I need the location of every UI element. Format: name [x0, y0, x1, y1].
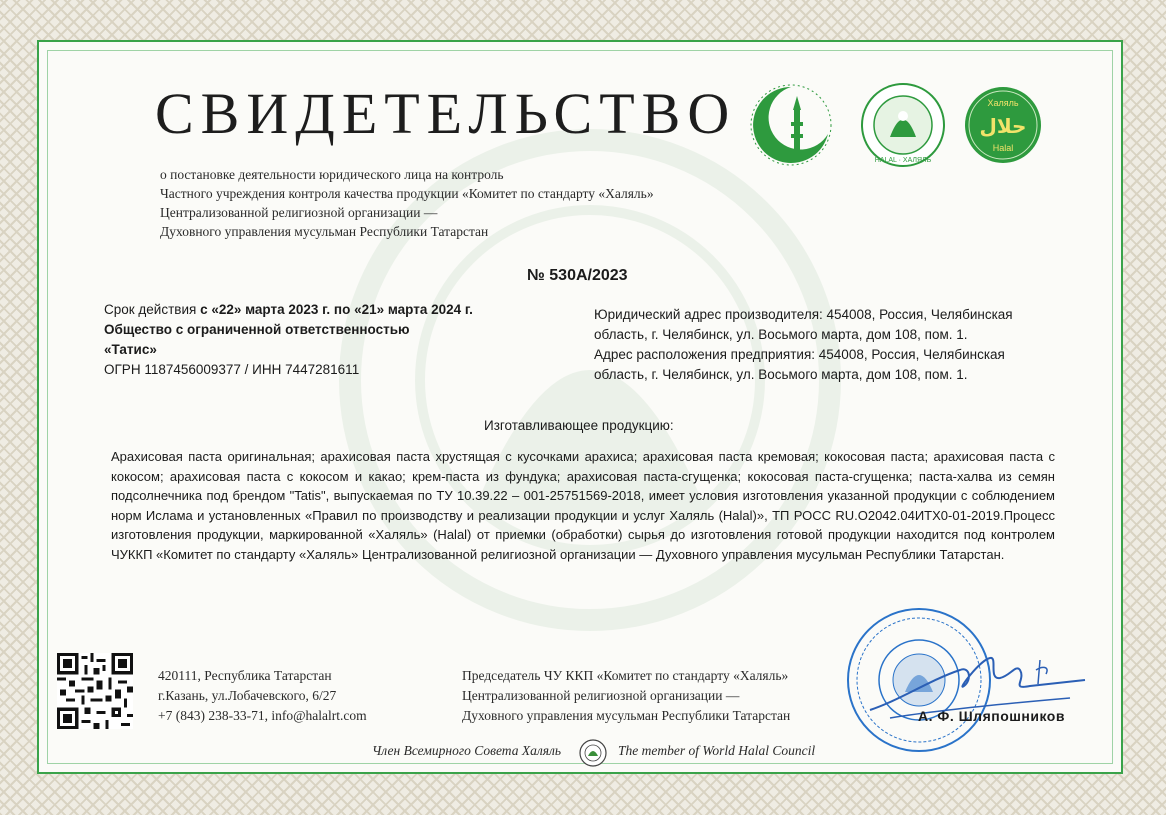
products-description: Арахисовая паста оригинальная; арахисовая паста хрустящая с кусочками арахиса; арахисовая паста кремовая; кокосовая паста; арахисовая паста с кокосом; арахисовая паста с кокосом и какао; крем-паста из фундука; арахисовая паста-сгущенка; кокосовая паста-сгущенка; паста-халва из семян подсолнечника под брендом "Tatis", выпускаемая по ТУ 10.39.22 – 001-25751569-2018, имеет условия изготовления указанной продукции с соблюдением норм Ислама и установленных «Правил по производству и реализации продукции и услуг Халяль (Halal)», ТП РОСС RU.О2042.04ИТХ0-01-2019.Процесс изготовления продукции, маркированной «Халяль» (Halal) от приемки (обработки) сырья до изготовления готовой продукции находится под контролем ЧУККП «Комитет по стандарту «Халяль» Централизованной религиозной организации — Духовного управления мусульман Республики Татарстан. — [111, 449, 1055, 562]
subtitle-line: Духовного управления мусульман Республики Татарстан — [160, 224, 489, 239]
halal-committee-seal-logo — [860, 82, 946, 168]
chairman-line: Централизованной религиозной организации — — [462, 688, 740, 703]
contact-phone-email[interactable]: +7 (843) 238-33-71, info@halalrt.com — [158, 708, 367, 723]
halal-logo-ru: Халяль — [987, 98, 1019, 108]
site-address-line2: область, г. Челябинск, ул. Восьмого марта, дом 108, пом. 1. — [594, 367, 968, 382]
certificate-number: № 530А/2023 — [527, 267, 628, 284]
subtitle-line: Частного учреждения контроля качества продукции «Комитет по стандарту «Халяль» — [160, 186, 654, 201]
validity-line — [104, 300, 473, 320]
contact-address: 420111, Республика Татарстан — [158, 668, 332, 683]
subtitle-line: Централизованной религиозной организации — — [160, 205, 438, 220]
validity-dates: с «22» марта 2023 г. по «21» марта 2024 г. — [200, 302, 473, 317]
qr-code[interactable] — [57, 653, 133, 729]
contact-street: г.Казань, ул.Лобачевского, 6/27 — [158, 688, 337, 703]
subtitle-line: о постановке деятельности юридического лица на контроль — [160, 167, 504, 182]
legal-address-line1: Юридический адрес производителя: 454008, Россия, Челябинская — [594, 307, 1013, 322]
halal-logo-en: Halal — [992, 143, 1014, 153]
chairman-name: А. Ф. Шляпошников — [918, 708, 1065, 724]
halal-green-logo — [963, 85, 1043, 165]
contacts-block — [158, 666, 367, 726]
products-heading: Изготавливающее продукцию: — [484, 418, 674, 433]
company-addresses — [594, 305, 1064, 385]
company-name-line2: «Татис» — [104, 342, 157, 357]
chairman-line: Председатель ЧУ ККП «Комитет по стандарту «Халяль» — [462, 668, 789, 683]
member-text-en: The member of World Halal Council — [618, 743, 816, 758]
validity-prefix: Срок действия — [104, 302, 201, 317]
certificate-title: СВИДЕТЕЛЬСТВО — [155, 81, 737, 146]
legal-address-line2: область, г. Челябинск, ул. Восьмого марта, дом 108, пом. 1. — [594, 327, 968, 342]
crescent-mosque-logo — [748, 82, 834, 168]
chairman-line: Духовного управления мусульман Республики Татарстан — [462, 708, 791, 723]
site-address-line1: Адрес расположения предприятия: 454008, Россия, Челябинская — [594, 347, 1005, 362]
company-ids: ОГРН 1187456009377 / ИНН 7447281611 — [104, 362, 360, 377]
seal-ring-text: HALAL · ХАЛЯЛЬ — [874, 157, 932, 164]
world-halal-council-emblem — [578, 738, 608, 768]
company-name-line1: Общество с ограниченной ответственностью — [104, 322, 410, 337]
chairman-title — [462, 666, 790, 726]
company-info — [104, 300, 473, 380]
halal-logo-arabic: حلال — [979, 114, 1027, 138]
certificate-subtitle — [160, 165, 654, 241]
member-text-ru: Член Всемирного Совета Халяль — [372, 743, 562, 758]
